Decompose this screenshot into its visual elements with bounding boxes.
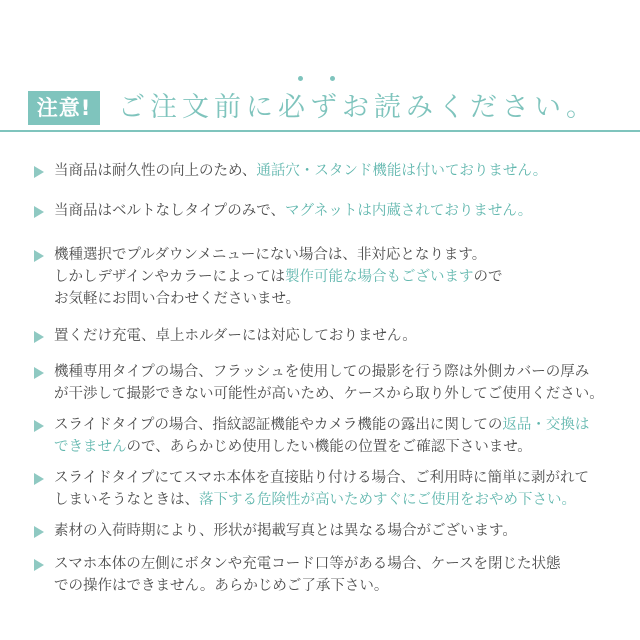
emphasis-dot <box>330 76 335 81</box>
notes-list <box>30 160 620 597</box>
note-item <box>30 361 620 405</box>
bullet-triangle-icon <box>34 559 44 571</box>
bullet-triangle-icon <box>34 166 44 178</box>
note-text: 当商品はベルトなしタイプのみで、マグネットは内蔵されておりません。 <box>54 203 533 219</box>
note-text: スライドタイプの場合、指紋認証機能やカメラ機能の露出に関しての返品・交換は できませんので、あらかじめ使用したい機能の位置をご確認下さいませ。 <box>54 417 590 455</box>
bullet-triangle-icon <box>34 420 44 432</box>
note-item <box>30 467 620 511</box>
note-text: 機種選択でプルダウンメニューにない場合は、非対応となります。 しかしデザインやカラーによっては製作可能な場合もございますので お気軽にお問い合わせくださいませ。 <box>54 247 503 307</box>
note-item <box>30 244 620 310</box>
note-item <box>30 414 620 458</box>
bullet-triangle-icon <box>34 367 44 379</box>
notice-title: ご注文前に必ずお読みください。 <box>118 92 598 123</box>
note-text: 置くだけ充電、卓上ホルダーには対応しておりません。 <box>54 328 417 344</box>
emphasis-dots <box>290 76 350 90</box>
bullet-triangle-icon <box>34 206 44 218</box>
note-text: 当商品は耐久性の向上のため、通話穴・スタンド機能は付いておりません。 <box>54 163 548 179</box>
emphasis-dot <box>298 76 303 81</box>
bullet-triangle-icon <box>34 250 44 262</box>
note-item <box>30 160 620 183</box>
note-item <box>30 520 620 543</box>
note-text: スマホ本体の左側にボタンや充電コード口等がある場合、ケースを閉じた状態 での操作はできません。あらかじめご了承下さい。 <box>54 556 561 594</box>
note-text: 素材の入荷時期により、形状が掲載写真とは異なる場合がございます。 <box>54 523 517 539</box>
note-item <box>30 325 620 348</box>
header-divider <box>0 130 640 132</box>
bullet-triangle-icon <box>34 526 44 538</box>
bullet-triangle-icon <box>34 331 44 343</box>
notice-header <box>0 76 640 134</box>
note-text: 機種専用タイプの場合、フラッシュを使用しての撮影を行う際は外側カバーの厚み が干渉して撮影できない可能性が高いため、ケースから取り外してご使用ください。 <box>54 364 604 402</box>
note-item <box>30 553 620 597</box>
note-item <box>30 200 620 223</box>
warning-badge: 注意! <box>28 91 100 125</box>
bullet-triangle-icon <box>34 473 44 485</box>
note-text: スライドタイプにてスマホ本体を直接貼り付ける場合、ご利用時に簡単に剥がれて しまいそうなときは、落下する危険性が高いためすぐにご使用をおやめ下さい。 <box>54 470 590 508</box>
